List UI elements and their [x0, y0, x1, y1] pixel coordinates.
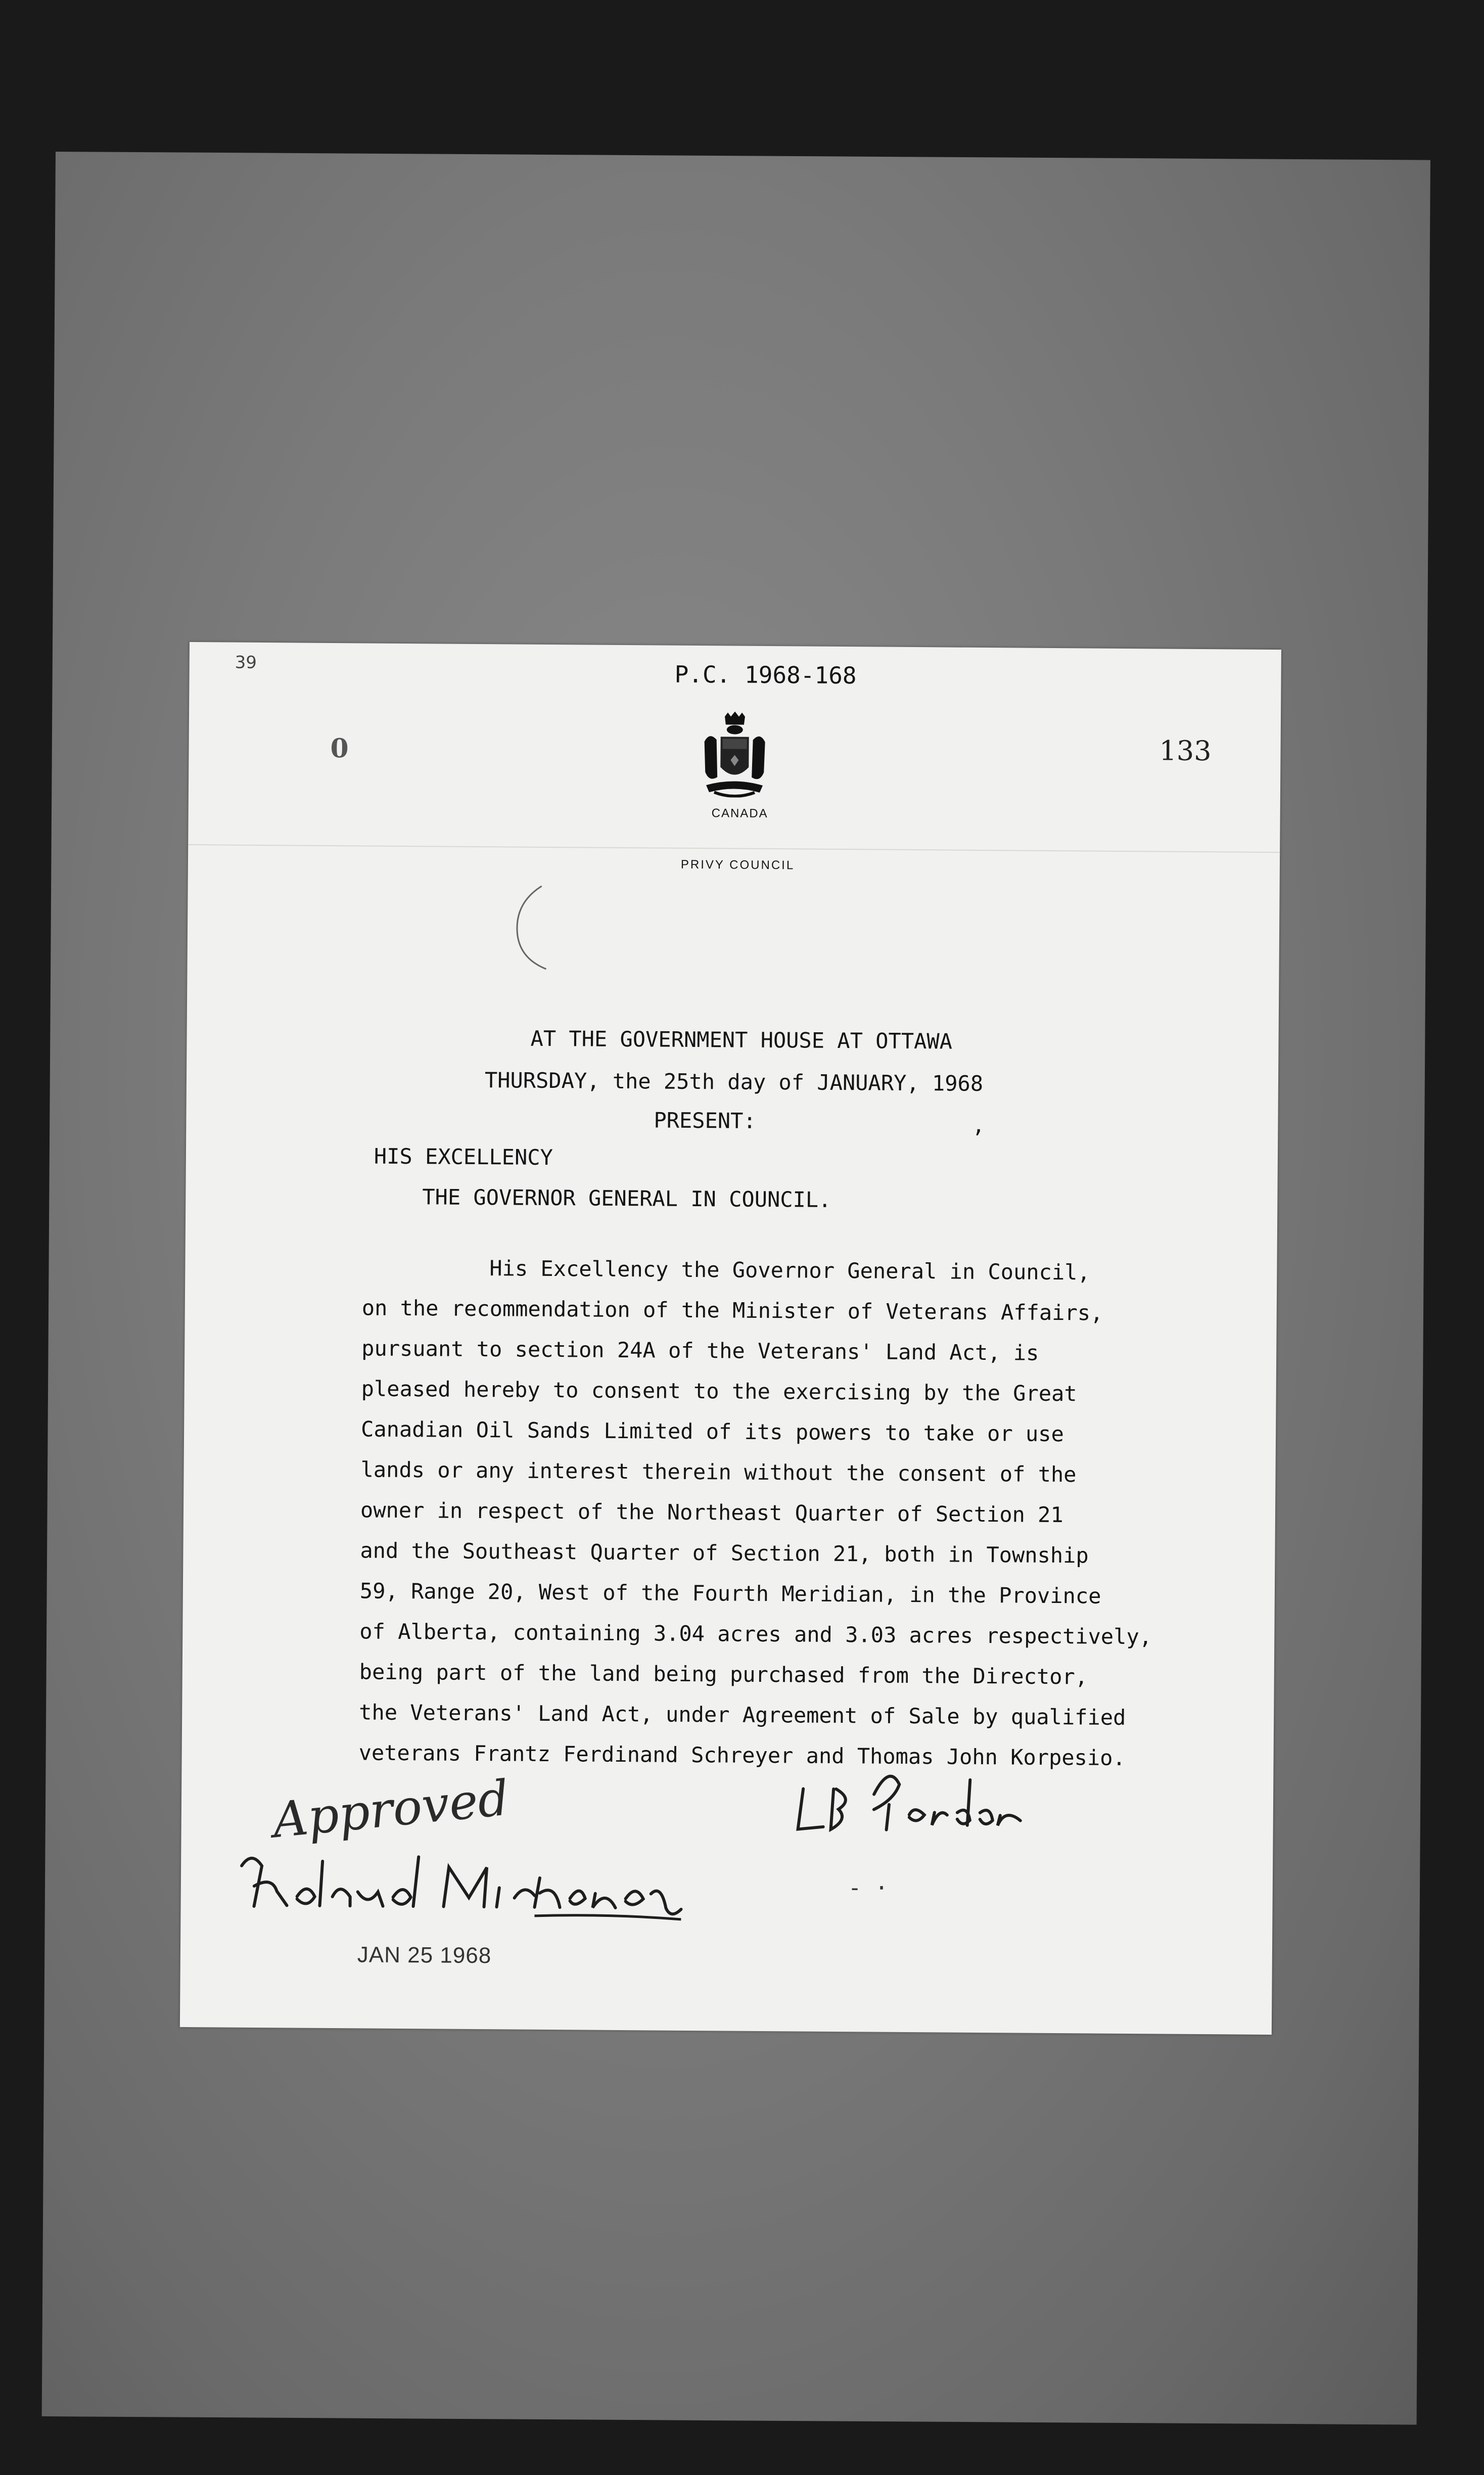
place-heading: AT THE GOVERNMENT HOUSE AT OTTAWA — [530, 1026, 953, 1054]
approved-handwriting: Approved — [270, 1769, 512, 1849]
date-heading: THURSDAY, the 25th day of JANUARY, 1968 — [484, 1068, 984, 1096]
body-line: 59, Range 20, West of the Fourth Meridian, in the Province — [359, 1578, 1101, 1609]
present-heading: PRESENT: — [654, 1108, 756, 1133]
bracket-mark — [511, 882, 556, 973]
canada-label: CANADA — [711, 806, 768, 820]
in-council-heading: THE GOVERNOR GENERAL IN COUNCIL. — [422, 1184, 831, 1212]
body-line: of Alberta, containing 3.04 acres and 3.03 acres respectively, — [359, 1619, 1152, 1649]
folio-number: 39 — [235, 652, 257, 673]
body-line: and the Southeast Quarter of Section 21, both in Township — [360, 1538, 1089, 1568]
body-line: pleased hereby to consent to the exercising by the Great — [361, 1376, 1077, 1406]
governor-general-signature — [231, 1846, 686, 1924]
body-line: veterans Frantz Ferdinand Schreyer and Thomas John Korpesio. — [358, 1740, 1126, 1770]
date-stamp: JAN 25 1968 — [357, 1942, 492, 1968]
coat-of-arms-icon — [699, 711, 770, 798]
stray-mark: , — [972, 1112, 985, 1138]
prime-minister-signature — [793, 1758, 1036, 1841]
body-line: owner in respect of the Northeast Quarter of Section 21 — [360, 1497, 1063, 1528]
body-line: Canadian Oil Sands Limited of its powers to take or use — [360, 1416, 1064, 1447]
body-line: His Excellency the Governor General in Council, — [489, 1256, 1090, 1285]
order-body — [358, 1247, 1150, 1778]
his-excellency-heading: HIS EXCELLENCY — [374, 1143, 553, 1170]
body-line: the Veterans' Land Act, under Agreement of Sale by qualified — [359, 1700, 1126, 1730]
body-line: being part of the land being purchased from the Director, — [359, 1659, 1088, 1689]
circle-mark: 0 — [330, 732, 349, 764]
body-line: on the recommendation of the Minister of Veterans Affairs, — [361, 1295, 1103, 1325]
body-line: pursuant to section 24A of the Veterans' Land Act, is — [361, 1336, 1039, 1365]
pen-mark: - · — [848, 1875, 889, 1901]
body-line: lands or any interest therein without the consent of the — [360, 1457, 1077, 1487]
header-rule — [188, 844, 1280, 853]
privy-council-label: PRIVY COUNCIL — [680, 857, 795, 873]
page-number: 133 — [1159, 735, 1212, 767]
pc-number: P.C. 1968-168 — [674, 660, 857, 690]
order-in-council-document — [180, 642, 1281, 2035]
